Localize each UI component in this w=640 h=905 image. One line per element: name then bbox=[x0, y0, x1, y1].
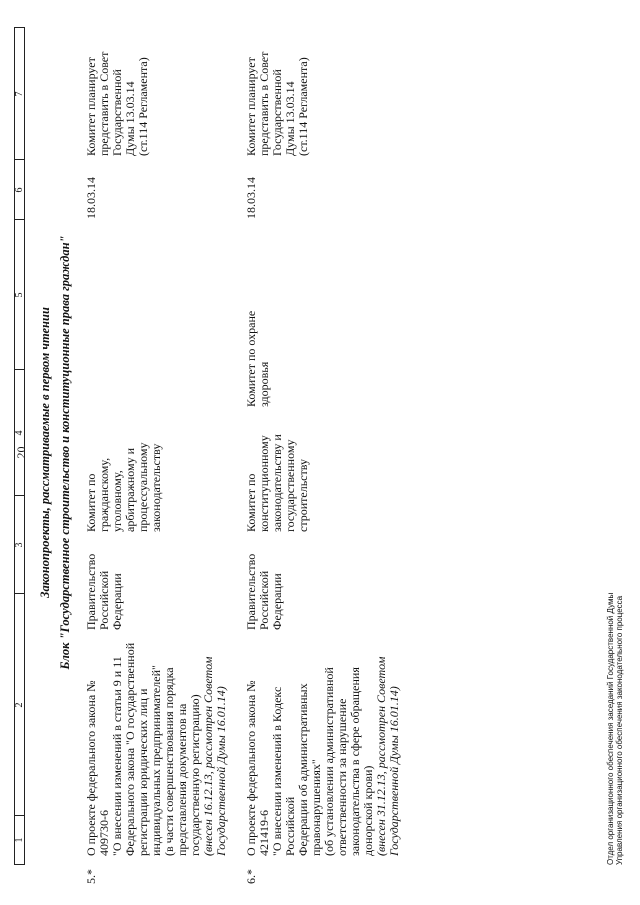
remark: Комитет планирует представить в Совет Государственной Думы 13.03.14 (ст.114 Регламента) bbox=[244, 51, 310, 156]
responsible-committee: Комитет по гражданскому, уголовному, арбитражному и процессуальному законодательству bbox=[84, 442, 163, 532]
co-executor-committee: Комитет по охране здоровья bbox=[244, 310, 271, 407]
bill-author: Правительство Российской Федерации bbox=[244, 553, 284, 630]
bill-title: О проекте федерального закона № 421419-6 "О внесении изменений в Кодекс Российской Федерации об административных правонарушениях" (об установлении административной ответственности за нарушение законодательства в сфере обращения донорской крови) (внесен 31.12.13, рассмотрен Советом Государственной Думы 16.01.14) bbox=[245, 638, 401, 856]
column-header-7: 7 bbox=[14, 91, 25, 97]
item-number: 5.* bbox=[84, 869, 98, 884]
column-header-1: 1 bbox=[15, 815, 24, 864]
consideration-date: 18.03.14 bbox=[244, 177, 258, 219]
consideration-date: 18.03.14 bbox=[84, 177, 98, 219]
bill-author: Правительство Российской Федерации bbox=[84, 553, 124, 630]
item-number: 6.* bbox=[244, 869, 258, 884]
section-heading: Законопроекты, рассматриваемые в первом чтении bbox=[38, 307, 52, 598]
bill-submission-note: (внесен 16.12.13, рассмотрен Советом bbox=[201, 656, 215, 856]
column-header-5: 5 bbox=[15, 219, 24, 370]
bill-title: О проекте федерального закона № 409730-6 "О внесении изменений в статьи 9 и 11 Федерального закона "О государственной регистрации юридических лиц и индивидуальных предпринимателей" (в части совершенствования порядка представления документов на государственную регистрацию) (внесен 16.12.13, рассмотрен Советом Государственной Думы 16.01.14) bbox=[85, 638, 228, 856]
responsible-committee: Комитет по конституционному законодательству и государственному строительству bbox=[244, 434, 310, 532]
column-header-4: 4 bbox=[15, 369, 24, 496]
page-number: 20 bbox=[14, 446, 28, 459]
remark: Комитет планирует представить в Совет Государственной Думы 13.03.14 (ст.114 Регламента) bbox=[84, 51, 150, 156]
column-header-6: 6 bbox=[15, 159, 24, 220]
column-header-2: 2 bbox=[15, 593, 24, 816]
block-heading: Блок "Государственное строительство и конституционные права граждан" bbox=[58, 235, 72, 670]
column-number-header bbox=[14, 27, 25, 865]
footer-department: Отдел организационного обеспечения заседаний Государственной Думы Управления организационного обеспечения законодательного процесса bbox=[606, 592, 624, 865]
bill-submission-note: (внесен 31.12.13, рассмотрен Советом bbox=[374, 656, 388, 856]
column-header-3: 3 bbox=[15, 495, 24, 594]
